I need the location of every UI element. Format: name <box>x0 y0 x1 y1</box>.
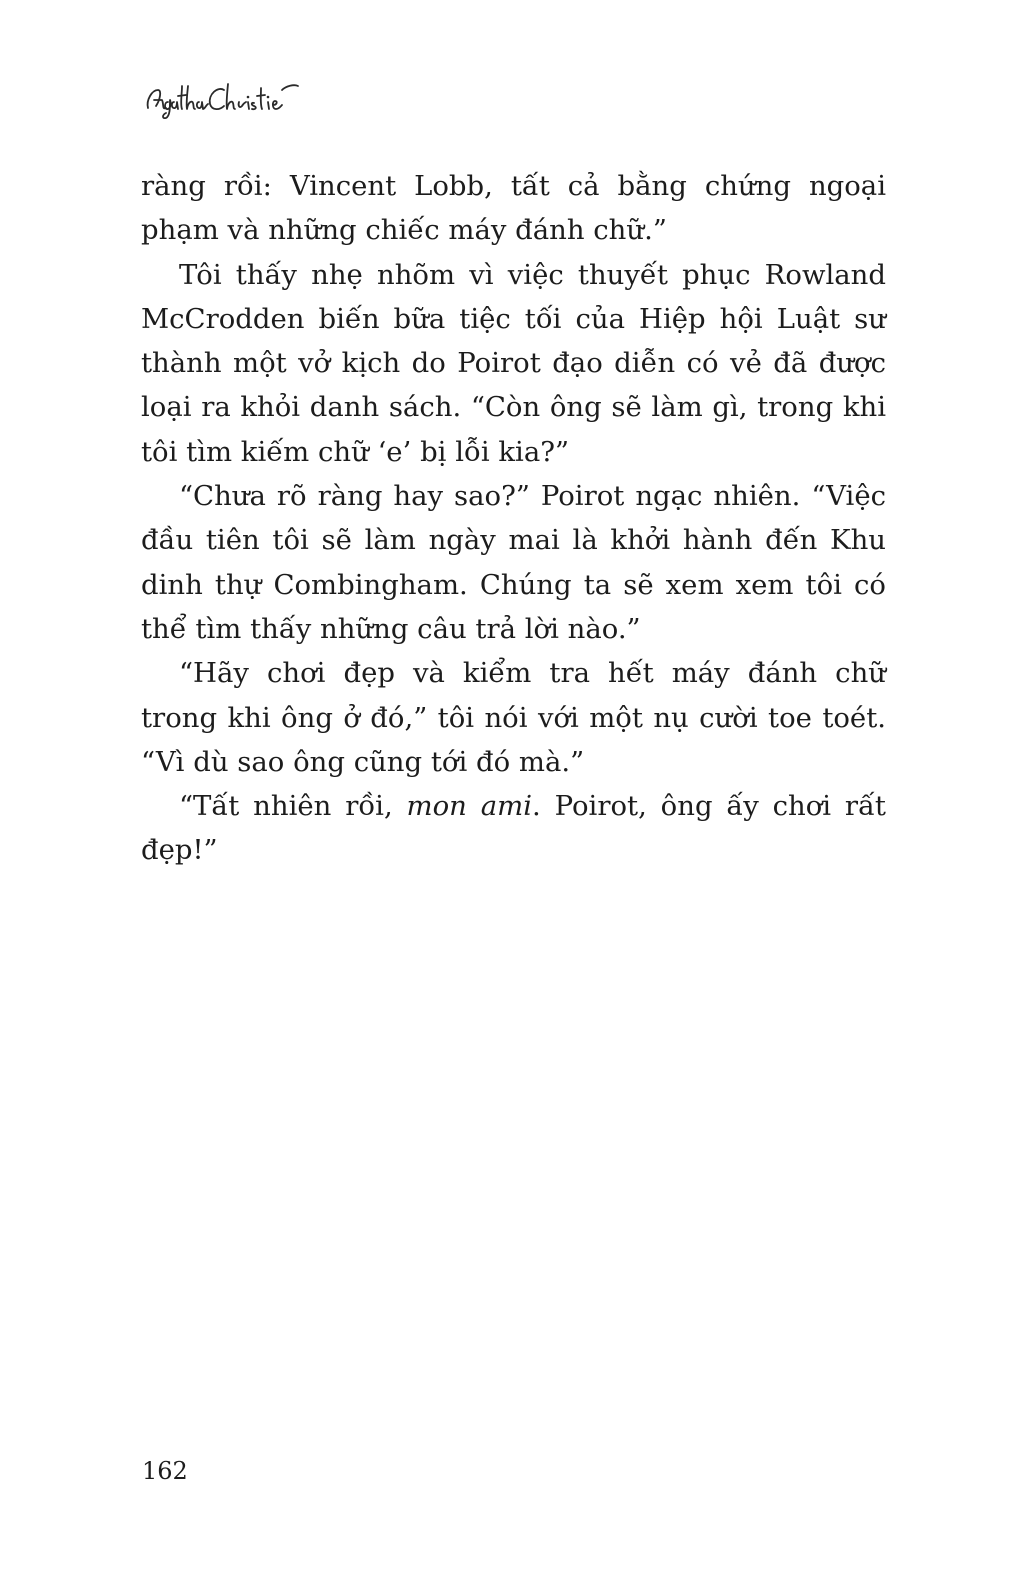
paragraph-5-emphasis: mon ami <box>406 790 533 823</box>
paragraph-5-start: “Tất nhiên rồi, <box>179 790 407 823</box>
chapter-body-text <box>141 164 886 873</box>
signature-graphic <box>142 78 312 122</box>
paragraph-4: “Hãy chơi đẹp và kiểm tra hết máy đánh chữ trong khi ông ở đó,” tôi nói với một nụ cười toe toét. “Vì dù sao ông cũng tới đó mà.” <box>141 657 886 778</box>
paragraph-5 <box>141 784 886 873</box>
agatha-christie-signature-logo <box>142 78 312 122</box>
page-number: 162 <box>142 1457 188 1485</box>
paragraph-3: “Chưa rõ ràng hay sao?” Poirot ngạc nhiên. “Việc đầu tiên tôi sẽ làm ngày mai là khởi hành đến Khu dinh thự Combingham. Chúng ta sẽ xem xem tôi có thể tìm thấy những câu trả lời nào.” <box>141 480 886 645</box>
paragraph-2: Tôi thấy nhẹ nhõm vì việc thuyết phục Rowland McCrodden biến bữa tiệc tối của Hiệp hội Luật sư thành một vở kịch do Poirot đạo diễn có vẻ đã được loại ra khỏi danh sách. “Còn ông sẽ làm gì, trong khi tôi tìm kiếm chữ ‘e’ bị lỗi kia?” <box>141 258 886 468</box>
paragraph-5-end: . Poirot, ông ấy chơi rất đẹp!” <box>141 790 886 867</box>
paragraph-1: ràng rồi: Vincent Lobb, tất cả bằng chứng ngoại phạm và những chiếc máy đánh chữ.” <box>141 170 886 247</box>
